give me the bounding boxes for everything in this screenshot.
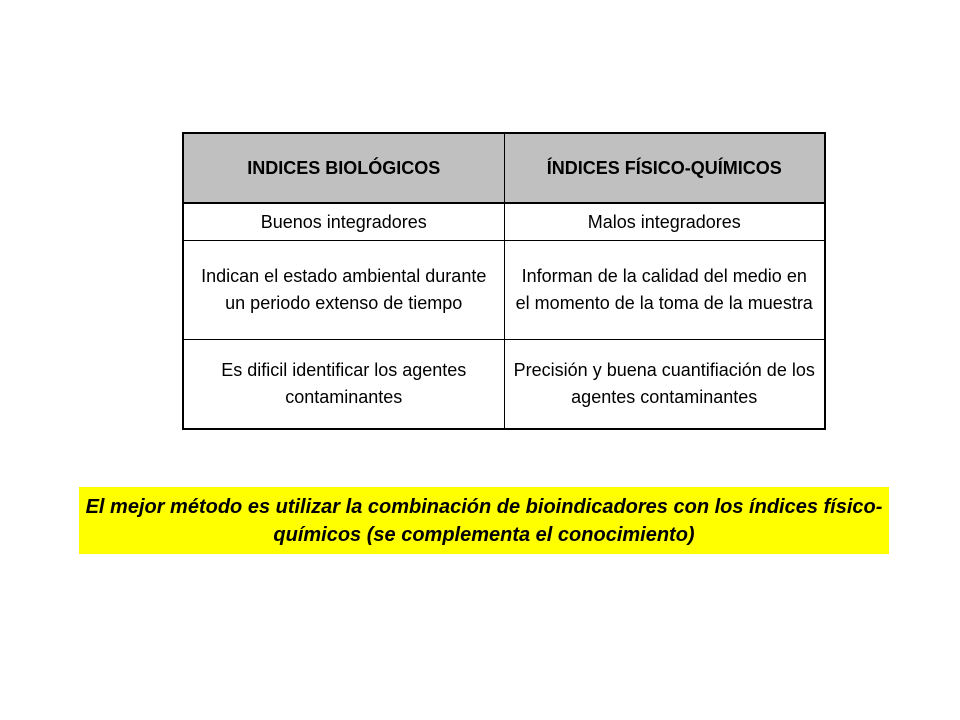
table-cell: Informan de la calidad del medio en el momento de la toma de la muestra [504, 241, 825, 340]
conclusion-text: El mejor método es utilizar la combinación de bioindicadores con los índices físico-químicos (se complementa el conocimiento) [85, 495, 883, 546]
conclusion-banner [79, 487, 889, 554]
table-cell: Buenos integradores [183, 203, 504, 241]
table-header-row [183, 133, 825, 203]
table-cell: Es dificil identificar los agentes contaminantes [183, 340, 504, 430]
table-cell: Indican el estado ambiental durante un periodo extenso de tiempo [183, 241, 504, 340]
header-physicochemical-indices: ÍNDICES FÍSICO-QUÍMICOS [504, 133, 825, 203]
table-row [183, 241, 825, 340]
table-row [183, 340, 825, 430]
header-biological-indices: INDICES BIOLÓGICOS [183, 133, 504, 203]
comparison-table [182, 132, 826, 430]
table-cell: Malos integradores [504, 203, 825, 241]
table-cell: Precisión y buena cuantifiación de los agentes contaminantes [504, 340, 825, 430]
table-row [183, 203, 825, 241]
